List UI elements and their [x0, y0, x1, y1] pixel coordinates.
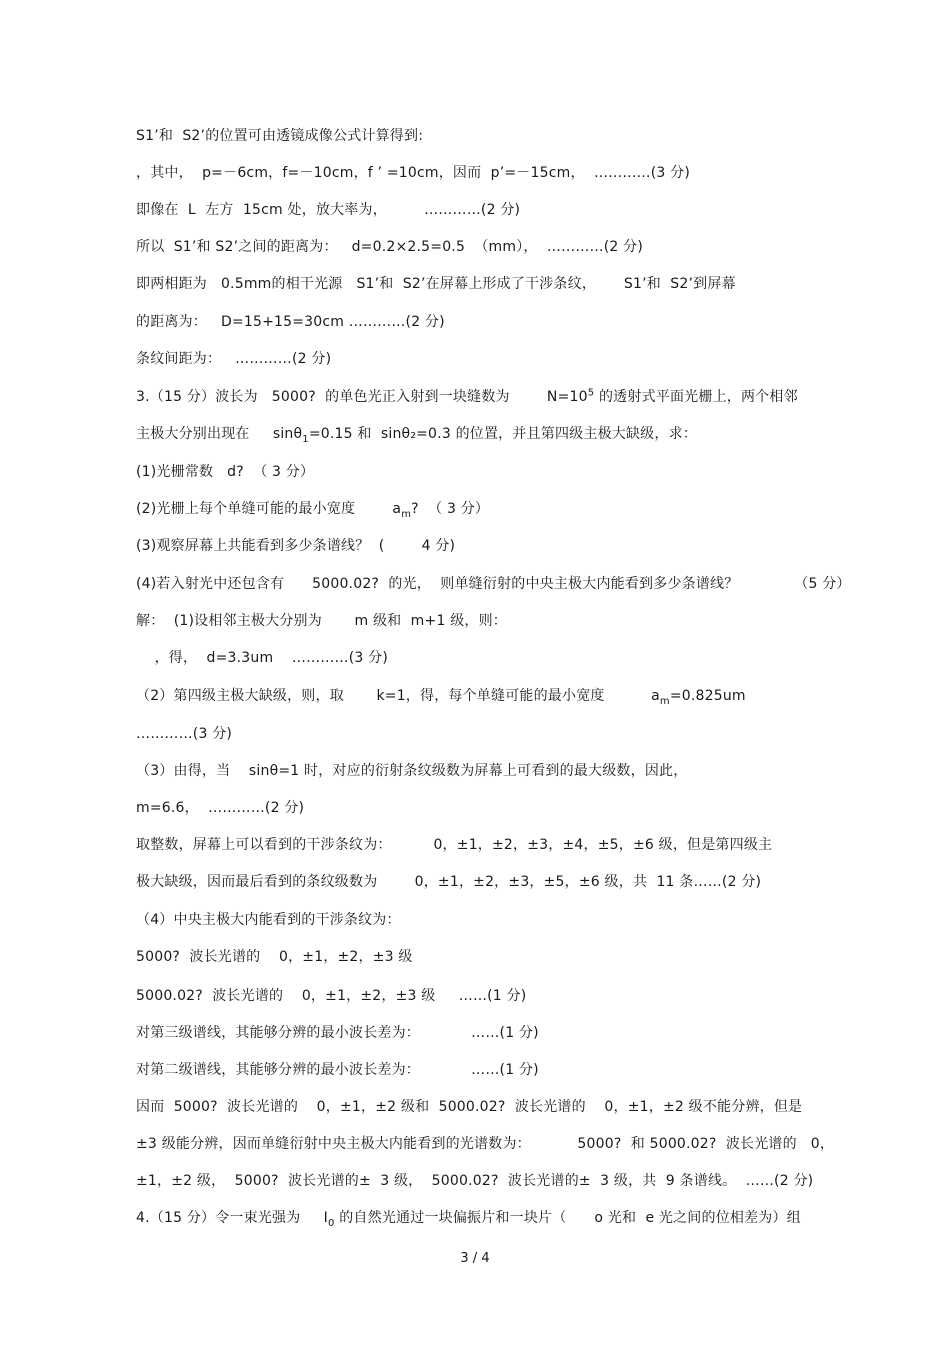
text-line-main: 因而 5000? 波长光谱的 0，±1，±2 级和 5000.02? 波长光谱的 0，±1，±2 级不能分辨，但是: [136, 1099, 803, 1115]
text-line-main: （4）中央主极大内能看到的干涉条纹为：: [136, 912, 401, 928]
text-line-tail: =0.15 和 sinθ₂=0.3 的位置，并且第四级主极大缺级，求：: [308, 426, 697, 442]
text-line-main: 主极大分别出现在 sinθ: [136, 426, 303, 442]
text-line-tail: =0.825um: [669, 688, 746, 704]
text-line-main: …………(3 分): [136, 726, 233, 742]
text-line-main: 即两相距为 0.5mm的相干光源 S1’和 S2’在屏幕上形成了干涉条纹， S1’和 S2’到屏幕: [136, 276, 736, 292]
text-line: [136, 350, 331, 368]
superscript: 5: [587, 387, 595, 399]
text-line: [136, 687, 746, 705]
text-line-main: (1)光栅常数 d? （ 3 分）: [136, 464, 315, 480]
text-line-tail: ? （ 3 分）: [411, 501, 490, 517]
text-line: [136, 836, 772, 854]
text-line: [136, 164, 690, 182]
text-line-main: ±1，±2 级， 5000? 波长光谱的± 3 级， 5000.02? 波长光谱的± 3 级，共 9 条谱线。 ……(2 分): [136, 1173, 814, 1189]
text-line: [136, 463, 314, 481]
text-line-tail: 的自然光通过一块偏振片和一块片（ o 光和 e 光之间的位相差为）组: [334, 1210, 801, 1226]
text-line-main: 5000.02? 波长光谱的 0，±1，±2，±3 级 ……(1 分): [136, 988, 527, 1004]
text-line: [136, 537, 455, 555]
subscript: m: [401, 508, 412, 520]
text-line: [136, 1061, 539, 1079]
text-line: [136, 725, 232, 743]
text-line-main: 即像在 L 左方 15cm 处，放大率为， …………(2 分): [136, 202, 521, 218]
text-line-main: 对第三级谱线，其能够分辨的最小波长差为： ……(1 分): [136, 1025, 539, 1041]
text-line: [136, 799, 304, 817]
text-line-main: 解： (1)设相邻主极大分别为 m 级和 m+1 级，则：: [136, 613, 507, 629]
text-line-main: 4.（15 分）令一束光强为 I: [136, 1210, 329, 1226]
text-line: [136, 1172, 813, 1190]
text-line-main: 的距离为： D=15+15=30cm …………(2 分): [136, 314, 445, 330]
text-line: [136, 575, 851, 593]
text-line: [136, 649, 388, 667]
text-line: [136, 275, 736, 293]
text-line-main: ，其中， p=－6cm，f=－10cm，f ’ =10cm，因而 p’=－15cm， …………(3 分): [136, 165, 691, 181]
text-line: [136, 948, 413, 966]
text-line-main: 极大缺级，因而最后看到的条纹级数为 0，±1，±2，±3，±5，±6 级，共 11 条……(2 分): [136, 874, 762, 890]
text-line-main: (2)光栅上每个单缝可能的最小宽度 a: [136, 501, 402, 517]
text-line: [136, 1098, 802, 1116]
subscript: m: [659, 695, 670, 707]
text-line-main: (4)若入射光中还包含有 5000.02? 的光， 则单缝衍射的中央主极大内能看到多少条谱线？ （5 分）: [136, 576, 851, 592]
subscript: 1: [302, 433, 309, 445]
text-line-main: （2）第四级主极大缺级，则，取 k=1，得，每个单缝可能的最小宽度 a: [136, 688, 660, 704]
text-line: [136, 911, 401, 929]
text-line: [136, 313, 445, 331]
text-line: [136, 127, 423, 145]
text-line-main: 所以 S1’和 S2’之间的距离为： d=0.2×2.5=0.5 （mm）， …………(2 分): [136, 239, 644, 255]
text-line-main: （3）由得，当 sinθ=1 时，对应的衍射条纹级数为屏幕上可看到的最大级数，因此，: [136, 763, 688, 779]
text-line-main: 5000? 波长光谱的 0，±1，±2，±3 级: [136, 949, 413, 965]
text-line-main: (3)观察屏幕上共能看到多少条谱线？ ( 4 分): [136, 538, 456, 554]
text-line-main: 对第二级谱线，其能够分辨的最小波长差为： ……(1 分): [136, 1062, 539, 1078]
text-line-main: 取整数，屏幕上可以看到的干涉条纹为： 0，±1，±2，±3，±4，±5，±6 级，但是第四级主: [136, 837, 773, 853]
text-line: [136, 1135, 834, 1153]
text-line: [136, 201, 520, 219]
text-line: [136, 762, 687, 780]
text-line-main: S1’和 S2’的位置可由透镜成像公式计算得到:: [136, 128, 424, 144]
text-line: [136, 612, 507, 630]
text-line: [136, 1024, 539, 1042]
text-line: [136, 388, 798, 406]
page-number: 3 / 4: [460, 1251, 490, 1266]
text-line: [136, 500, 489, 518]
text-line: [136, 987, 526, 1005]
text-line: [136, 238, 643, 256]
text-line: [136, 425, 697, 443]
text-line: [136, 1209, 801, 1227]
text-line: [136, 873, 761, 891]
text-line-main: ，得， d=3.3um …………(3 分): [136, 650, 388, 666]
text-line-main: m=6.6， …………(2 分): [136, 800, 305, 816]
text-line-main: 3.（15 分）波长为 5000? 的单色光正入射到一块缝数为 N=10: [136, 389, 588, 405]
text-line-main: 条纹间距为： …………(2 分): [136, 351, 332, 367]
subscript: 0: [328, 1217, 335, 1229]
text-line-tail: 的透射式平面光栅上，两个相邻: [594, 389, 798, 405]
text-line-main: ±3 级能分辨，因而单缝衍射中央主极大内能看到的光谱数为： 5000? 和 5000.02? 波长光谱的 0，: [136, 1136, 835, 1152]
